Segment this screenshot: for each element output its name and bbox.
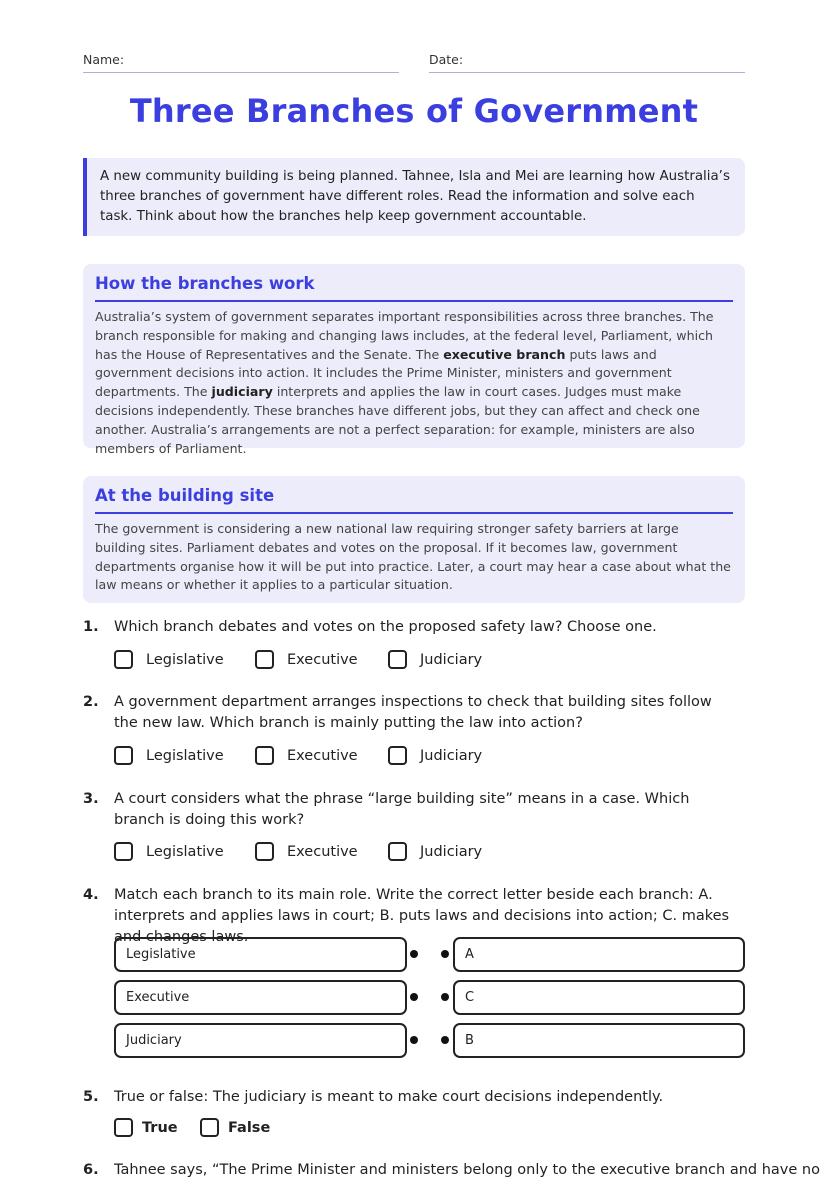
connector-dot[interactable] [441, 1036, 449, 1044]
checkbox[interactable] [114, 650, 133, 669]
checkbox[interactable] [255, 746, 274, 765]
question-text: A court considers what the phrase “large building site” means in a case. Which branch is doing this work? [114, 791, 690, 828]
match-answer-field[interactable]: B [453, 1023, 745, 1058]
match-row [114, 1023, 745, 1058]
checkbox[interactable] [388, 746, 407, 765]
match-row [114, 980, 745, 1015]
option-label: Judiciary [420, 652, 483, 668]
match-branch-box: Legislative [114, 937, 407, 972]
date-label: Date: [429, 52, 464, 67]
section-heading: At the building site [95, 476, 733, 514]
checkbox[interactable] [114, 1118, 133, 1137]
checkbox[interactable] [114, 746, 133, 765]
connector-dot[interactable] [441, 950, 449, 958]
checkbox[interactable] [388, 842, 407, 861]
info-box-how-branches-work [83, 264, 745, 456]
option-label: True [142, 1120, 178, 1136]
question-number: 5. [83, 1089, 99, 1105]
question-number: 4. [83, 887, 99, 903]
text-part: Australia’s system of government separates important responsibilities across three branches. The branch responsible for making and changing laws includes, at the federal level, Parliament, which has the House of Representatives and the Senate. The [95, 309, 714, 362]
intro-callout: A new community building is being planned. Tahnee, Isla and Mei are learning how Australia’s three branches of government have different roles. Read the information and solve each task. Think about how the branches help keep government accountable. [83, 158, 745, 236]
question-text: Which branch debates and votes on the proposed safety law? Choose one. [114, 619, 657, 635]
checkbox[interactable] [255, 650, 274, 669]
question-number: 1. [83, 619, 99, 635]
text-part: interprets and applies the law in court cases. Judges must make decisions independently. These branches have different jobs, but they can affect and check one another. Australia’s arrangements are not a perfect separation: for example, ministers are also members of Parliament. [95, 384, 700, 456]
question-text: True or false: The judiciary is meant to make court decisions independently. [114, 1089, 664, 1105]
option-label: Judiciary [420, 748, 483, 764]
option-label: Judiciary [420, 844, 483, 860]
page-title: Three Branches of Government [129, 92, 699, 130]
match-answer-field[interactable]: A [453, 937, 745, 972]
name-field[interactable] [83, 52, 399, 73]
checkbox[interactable] [114, 842, 133, 861]
checkbox[interactable] [255, 842, 274, 861]
option-label: False [228, 1120, 271, 1136]
section-text: The government is considering a new national law requiring stronger safety barriers at large building sites. Parliament debates and votes on the proposal. If it becomes law, government departments organise how it will be put into practice. Later, a court may hear a case about what the law means or whether it applies to a particular situation. [95, 521, 731, 593]
match-answer-field[interactable]: C [453, 980, 745, 1015]
name-date-row [83, 52, 745, 74]
question-text: Match each branch to its main role. Write the correct letter beside each branch: A. interprets and applies laws in court; B. puts laws and decisions into action; C. makes and changes laws. [114, 887, 730, 945]
option-label: Legislative [146, 748, 224, 764]
match-branch-box: Judiciary [114, 1023, 407, 1058]
match-row [114, 937, 745, 972]
connector-dot[interactable] [410, 950, 418, 958]
connector-dot[interactable] [410, 993, 418, 1001]
name-label: Name: [83, 52, 125, 67]
info-box-building-site [83, 476, 745, 603]
date-field[interactable] [429, 52, 745, 73]
question-number: 3. [83, 791, 99, 807]
bold-term: judiciary [211, 384, 273, 400]
option-label: Legislative [146, 844, 224, 860]
connector-dot[interactable] [410, 1036, 418, 1044]
checkbox[interactable] [200, 1118, 219, 1137]
question-text: A government department arranges inspections to check that building sites follow the new law. Which branch is mainly putting the law into action? [114, 694, 712, 731]
match-branch-box: Executive [114, 980, 407, 1015]
option-label: Executive [287, 748, 358, 764]
section-heading: How the branches work [95, 264, 733, 302]
text-part: puts laws and government decisions into action. It includes the Prime Minister, ministers and government departments. The [95, 346, 672, 400]
section-text [95, 308, 733, 458]
question-number: 2. [83, 694, 99, 710]
checkbox[interactable] [388, 650, 407, 669]
option-label: Legislative [146, 652, 224, 668]
question-text: Tahnee says, “The Prime Minister and ministers belong only to the executive branch and have no [114, 1162, 820, 1178]
option-label: Executive [287, 844, 358, 860]
bold-term: executive branch [443, 346, 566, 362]
connector-dot[interactable] [441, 993, 449, 1001]
option-label: Executive [287, 652, 358, 668]
question-number: 6. [83, 1162, 99, 1178]
